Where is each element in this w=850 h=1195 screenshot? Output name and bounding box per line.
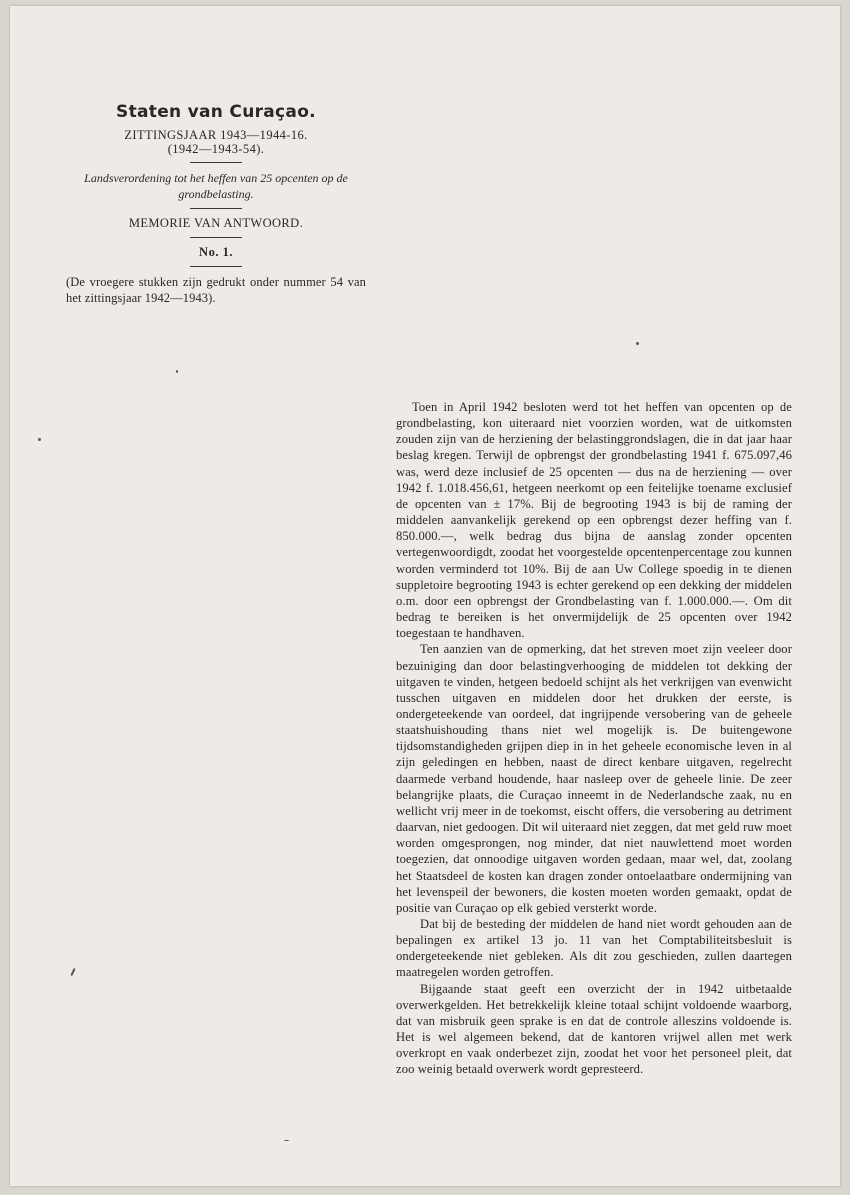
divider [190,208,242,209]
document-number: No. 1. [199,245,233,259]
session-year: ZITTINGSJAAR 1943—1944-16. [124,128,308,142]
paragraph: Toen in April 1942 besloten werd tot het heffen van opcenten op de grondbelasting, kon uiteraard niet voorzien worden, wat de uitkomsten zouden zijn van de herziening der belastinggrondslagen, die in dat jaar haar beslag kregen. Terwijl de opbrengst der grondbelasting 1941 f. 675.097,46 was, werd deze inclusief de 25 opcenten — dus na de herziening — over 1942 f. 1.018.456,61, hetgeen neerkomt op een feitelijke toename exclusief de opcenten van ± 17%. Bij de begrooting 1943 is bij de raming der middelen aanvankelijk gerekend op een opbrengst dezer heffing van f. 850.000.—, welk bedrag dus bijna de aanslag zonder opcenten vertegenwoordigdt, zoodat het voorgestelde opcentenpercentage zou kunnen worden verminderd tot 10%. Bij de aan Uw College spoedig in te dienen suppletoire begrooting 1943 is echter gerekend op een dekking der middelen o.m. door een opbrengst der Grondbelasting van f. 1.000.000.—. Om dit bedrag te bereiken is het onvermijdelijk de 25 opcenten over 1942 toegestaan te handhaven. [396,400,792,641]
document-type: MEMORIE VAN ANTWOORD. [128,216,304,230]
paper-speck [176,370,178,373]
document-page [10,6,840,1186]
paper-speck [284,1140,289,1141]
page-title: Staten van Curaçao. [116,102,316,122]
paper-speck [636,342,639,345]
session-year-previous: (1942—1943-54). [167,142,265,156]
body-text [396,399,792,1078]
paper-speck [38,438,41,441]
divider [190,162,242,163]
document-header [66,102,366,306]
paper-speck [70,968,75,976]
divider [190,266,242,267]
divider [190,237,242,238]
paragraph: Ten aanzien van de opmerking, dat het streven moet zijn veeleer door bezuiniging dan door belastingverhooging de middelen tot dekking der uitgaven te vinden, hetgeen bedoeld schijnt als het verkrijgen van evenwicht tusschen uitgaven en middelen door het drukken der eerste, is ondergeteekende van oordeel, dat ingrijpende versobering van de geheele staatshuishouding thans niet wel mogelijk is. De buitengewone tijdsomstandigheden grijpen diep in in het geheele economische leven in al zijn geledingen en hebben, naast de direct kenbare uitgaven, regelrecht daarmede verband houdende, haar nasleep over de geheele linie. De zeer belangrijke plaats, die Curaçao inneemt in de Nederlandsche zaak, nu en wellicht vrij meer in de toekomst, eischt offers, die versobering au detriment daarvan, niet gedoogen. Dit wil uiteraard niet zeggen, dat met geld ruw moet worden omgesprongen, nog minder, dat niet nauwlettend moet worden toegezien, dat onnoodige uitgaven worden gedaan, maar wel, dat, zoolang het Staatsdeel de kosten kan dragen zonder ontoelaatbare ondermijning van het levenspeil der bewoners, die kosten moeten worden gemaakt, opdat de positie van Curaçao op elk gebied versterkt worde. [396,642,792,915]
reference-note: (De vroegere stukken zijn gedrukt onder nummer 54 van het zittingsjaar 1942—1943). [66,275,366,305]
subject-line: Landsverordening tot het heffen van 25 opcenten op de grondbelasting. [84,171,348,201]
paragraph: Bijgaande staat geeft een overzicht der in 1942 uitbetaalde overwerkgelden. Het betrekkelijk kleine totaal schijnt voldoende waarborg, dat van misbruik geen sprake is en dat de controle alleszins voldoende is. Het is wel algemeen bekend, dat de kantoren vrijwel allen met werk overkropt en vaak onderbezet zijn, zoodat het voor het personeel pleit, dat zoo weinig betaald overwerk wordt gepresteerd. [396,981,792,1077]
paragraph: Dat bij de besteding der middelen de hand niet wordt gehouden aan de bepalingen ex artikel 13 jo. 11 van het Comptabiliteitsbesluit is ondergeteekende niet gebleken. Als dit zou geschieden, zullen daartegen maatregelen worden getroffen. [396,917,792,980]
